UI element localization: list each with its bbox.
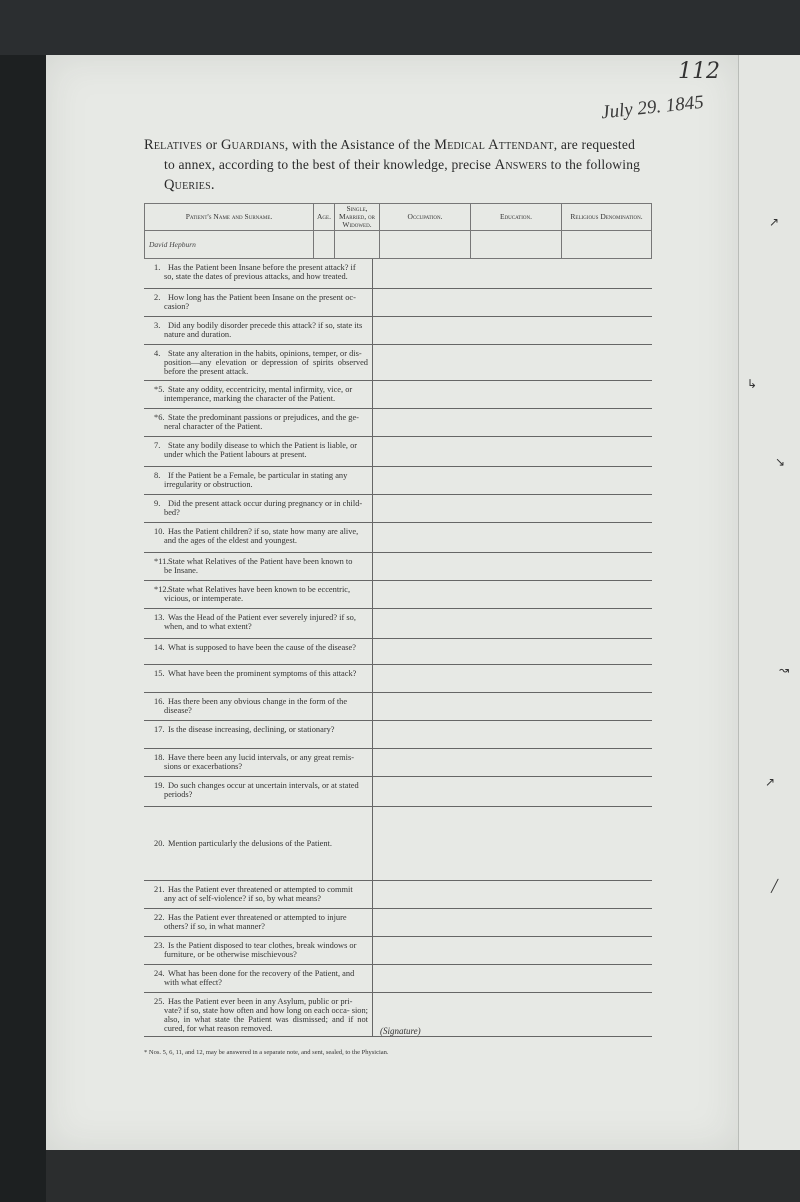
question-continuation: irregularity or obstruction. xyxy=(164,480,253,489)
question-text xyxy=(144,409,372,431)
answer-column-divider xyxy=(372,437,373,466)
education-value xyxy=(471,231,562,259)
question-number: 19. xyxy=(154,781,165,790)
question-number: 22. xyxy=(154,913,165,922)
question-text xyxy=(144,665,372,678)
question-continuation: nature and duration. xyxy=(164,330,232,339)
answer-column-divider xyxy=(372,381,373,408)
question-number: 9. xyxy=(154,499,161,508)
question-text xyxy=(144,749,372,771)
heading-text-4: to the following xyxy=(550,157,641,172)
question-text xyxy=(144,289,372,311)
religious-denomination-value xyxy=(562,231,652,259)
question-text xyxy=(144,881,372,903)
question-number: 15. xyxy=(154,669,165,678)
question-number: 17. xyxy=(154,725,165,734)
question-continuation: position—any elevation or depression of spirits observed before the present attack. xyxy=(164,358,368,376)
question-continuation: any act of self-violence? if so, by what means? xyxy=(164,894,321,903)
question-row xyxy=(144,409,652,437)
question-continuation: so, state the dates of previous attacks, and how treated. xyxy=(164,272,348,281)
question-number: 14. xyxy=(154,643,165,652)
question-row xyxy=(144,553,652,581)
question-line: How long has the Patient been Insane on the present oc- xyxy=(168,293,356,302)
question-number: 25. xyxy=(154,997,165,1006)
question-line: What has been done for the recovery of the Patient, and xyxy=(168,969,355,978)
answer-column-divider xyxy=(372,665,373,692)
heading-queries: Queries. xyxy=(164,177,215,193)
handwritten-date: July 29. 1845 xyxy=(600,91,705,124)
question-number: 23. xyxy=(154,941,165,950)
question-number: 18. xyxy=(154,753,165,762)
question-line: State any bodily disease to which the Patient is liable, or xyxy=(168,441,358,450)
question-row xyxy=(144,259,652,289)
answer-column-divider xyxy=(372,965,373,992)
header-religious-denomination: Religious Denomination. xyxy=(562,204,652,231)
question-continuation: periods? xyxy=(164,790,193,799)
age-value xyxy=(314,231,335,259)
question-line: Did any bodily disorder precede this attack? if so, state its xyxy=(168,321,363,330)
question-line: Mention particularly the delusions of the Patient. xyxy=(168,839,332,848)
question-continuation: vicious, or intemperate. xyxy=(164,594,244,603)
question-text xyxy=(144,259,372,281)
question-row xyxy=(144,523,652,553)
question-continuation: with what effect? xyxy=(164,978,222,987)
question-text xyxy=(144,609,372,631)
question-number: 3. xyxy=(154,321,161,330)
answer-column-divider xyxy=(372,721,373,748)
question-line: Has the Patient ever threatened or attempted to commit xyxy=(168,885,353,894)
question-line: Is the disease increasing, declining, or stationary? xyxy=(168,725,335,734)
answer-column-divider xyxy=(372,807,373,880)
answer-column-divider xyxy=(372,993,373,1036)
question-text xyxy=(144,777,372,799)
question-line: Did the present attack occur during pregnancy or in child- xyxy=(168,499,363,508)
question-text xyxy=(144,381,372,403)
question-line: If the Patient be a Female, be particular in stating any xyxy=(168,471,348,480)
question-line: State the predominant passions or prejudices, and the ge- xyxy=(168,413,359,422)
question-row xyxy=(144,937,652,965)
answer-column-divider xyxy=(372,553,373,580)
occupation-value xyxy=(380,231,471,259)
question-row xyxy=(144,777,652,807)
heading-or: or xyxy=(205,137,218,152)
answer-column-divider xyxy=(372,909,373,936)
heading-guardians: Guardians xyxy=(220,137,285,153)
header-marital-status: Single, Married, or Widowed. xyxy=(335,204,380,231)
answer-column-divider xyxy=(372,749,373,776)
patient-details-table xyxy=(144,203,652,259)
question-line: State what Relatives of the Patient have been known to xyxy=(168,557,353,566)
heading-text-1: , with the Asistance of the xyxy=(284,137,431,152)
answer-column-divider xyxy=(372,639,373,664)
question-row xyxy=(144,437,652,467)
question-text xyxy=(144,317,372,339)
question-text xyxy=(144,437,372,459)
document-page xyxy=(46,55,738,1150)
question-number: 1. xyxy=(154,263,161,272)
question-number: 24. xyxy=(154,969,165,978)
question-number: 7. xyxy=(154,441,161,450)
question-number: *12. xyxy=(154,585,169,594)
question-text xyxy=(144,721,372,734)
question-continuation: disease? xyxy=(164,706,192,715)
question-continuation: under which the Patient labours at present. xyxy=(164,450,307,459)
footnote: * Nos. 5, 6, 11, and 12, may be answered in a separate note, and sent, sealed, to the Physician. xyxy=(144,1049,389,1056)
question-continuation: when, and to what extent? xyxy=(164,622,252,631)
folio-number: 112 xyxy=(678,59,720,84)
answer-column-divider xyxy=(372,289,373,316)
question-text xyxy=(144,909,372,931)
question-continuation: vate? if so, state how often and how long on each occa- sion; also, in what state the Patient was dismissed; and if not cured, for what reason removed. xyxy=(164,1006,368,1033)
answer-column-divider xyxy=(372,495,373,522)
question-row xyxy=(144,289,652,317)
question-number: *5. xyxy=(154,385,165,394)
answer-column-divider xyxy=(372,777,373,806)
question-continuation: casion? xyxy=(164,302,190,311)
question-number: 2. xyxy=(154,293,161,302)
question-line: State any alteration in the habits, opinions, temper, or dis- xyxy=(168,349,362,358)
question-row xyxy=(144,909,652,937)
question-continuation: neral character of the Patient. xyxy=(164,422,263,431)
question-line: State what Relatives have been known to be eccentric, xyxy=(168,585,351,594)
question-line: Have there been any lucid intervals, or any great remis- xyxy=(168,753,355,762)
answer-column-divider xyxy=(372,259,373,288)
header-patient-name: Patient's Name and Surname. xyxy=(145,204,314,231)
question-row xyxy=(144,881,652,909)
answer-column-divider xyxy=(372,881,373,908)
heading-answers: Answers xyxy=(494,157,548,173)
header-occupation: Occupation. xyxy=(380,204,471,231)
question-line: Is the Patient disposed to tear clothes, break windows or xyxy=(168,941,357,950)
answer-column-divider xyxy=(372,409,373,436)
heading-relatives: Relatives xyxy=(144,137,203,153)
form-heading xyxy=(144,135,654,195)
question-number: 13. xyxy=(154,613,165,622)
question-text xyxy=(144,693,372,715)
question-number: 20. xyxy=(154,839,165,848)
question-continuation: others? if so, in what manner? xyxy=(164,922,265,931)
question-line: Has the Patient been Insane before the present attack? if xyxy=(168,263,356,272)
question-text xyxy=(144,965,372,987)
answer-column-divider xyxy=(372,523,373,552)
question-row xyxy=(144,965,652,993)
question-text xyxy=(144,835,372,848)
question-text xyxy=(144,937,372,959)
question-continuation: and the ages of the eldest and youngest. xyxy=(164,536,298,545)
question-row xyxy=(144,345,652,381)
question-row xyxy=(144,721,652,749)
question-line: Was the Head of the Patient ever severely injured? if so, xyxy=(168,613,356,622)
question-line: Has the Patient children? if so, state how many are alive, xyxy=(168,527,359,536)
header-education: Education. xyxy=(471,204,562,231)
question-number: 21. xyxy=(154,885,165,894)
question-number: 10. xyxy=(154,527,165,536)
answer-column-divider xyxy=(372,345,373,380)
background-top xyxy=(0,0,800,55)
answer-column-divider xyxy=(372,467,373,494)
question-row xyxy=(144,693,652,721)
marital-status-value xyxy=(335,231,380,259)
question-row xyxy=(144,317,652,345)
answer-column-divider xyxy=(372,609,373,638)
adjacent-page-edge: ↗ ↳ ↘ ↝ ↗ ╱ xyxy=(738,55,800,1150)
question-number: 4. xyxy=(154,349,161,358)
question-text xyxy=(144,553,372,575)
heading-text-3: to annex, according to the best of their knowledge, precise xyxy=(164,157,492,172)
question-line: Has there been any obvious change in the form of the xyxy=(168,697,348,706)
question-row xyxy=(144,609,652,639)
question-text xyxy=(144,523,372,545)
question-number: 8. xyxy=(154,471,161,480)
answer-column-divider xyxy=(372,317,373,344)
question-row xyxy=(144,495,652,523)
signature-label: (Signature) xyxy=(380,1026,421,1036)
question-continuation: intemperance, marking the character of the Patient. xyxy=(164,394,336,403)
question-text xyxy=(144,495,372,517)
question-number: 16. xyxy=(154,697,165,706)
question-continuation: be Insane. xyxy=(164,566,198,575)
questions-list xyxy=(144,259,652,1037)
question-line: What is supposed to have been the cause of the disease? xyxy=(168,643,356,652)
question-line: What have been the prominent symptoms of this attack? xyxy=(168,669,357,678)
question-row xyxy=(144,381,652,409)
question-line: State any oddity, eccentricity, mental infirmity, vice, or xyxy=(168,385,353,394)
question-line: Has the Patient ever been in any Asylum, public or pri- xyxy=(168,997,353,1006)
background-left xyxy=(0,0,46,1202)
question-row xyxy=(144,581,652,609)
question-continuation: sions or exacerbations? xyxy=(164,762,243,771)
question-row xyxy=(144,807,652,881)
question-row xyxy=(144,639,652,665)
question-line: Has the Patient ever threatened or attempted to injure xyxy=(168,913,347,922)
question-text xyxy=(144,993,372,1033)
question-row xyxy=(144,749,652,777)
answer-column-divider xyxy=(372,581,373,608)
answer-column-divider xyxy=(372,693,373,720)
answer-column-divider xyxy=(372,937,373,964)
patient-name-value: David Hepburn xyxy=(145,231,314,259)
question-text xyxy=(144,639,372,652)
header-age: Age. xyxy=(314,204,335,231)
question-continuation: bed? xyxy=(164,508,180,517)
question-text xyxy=(144,581,372,603)
question-text xyxy=(144,345,372,376)
question-line: Do such changes occur at uncertain intervals, or at stated xyxy=(168,781,359,790)
question-number: *6. xyxy=(154,413,165,422)
heading-text-2: , are requested xyxy=(553,137,636,152)
heading-medical-attendant: Medical Attendant xyxy=(434,137,554,153)
question-number: *11. xyxy=(154,557,169,566)
question-row xyxy=(144,467,652,495)
question-continuation: furniture, or be otherwise mischievous? xyxy=(164,950,297,959)
question-row xyxy=(144,665,652,693)
question-text xyxy=(144,467,372,489)
